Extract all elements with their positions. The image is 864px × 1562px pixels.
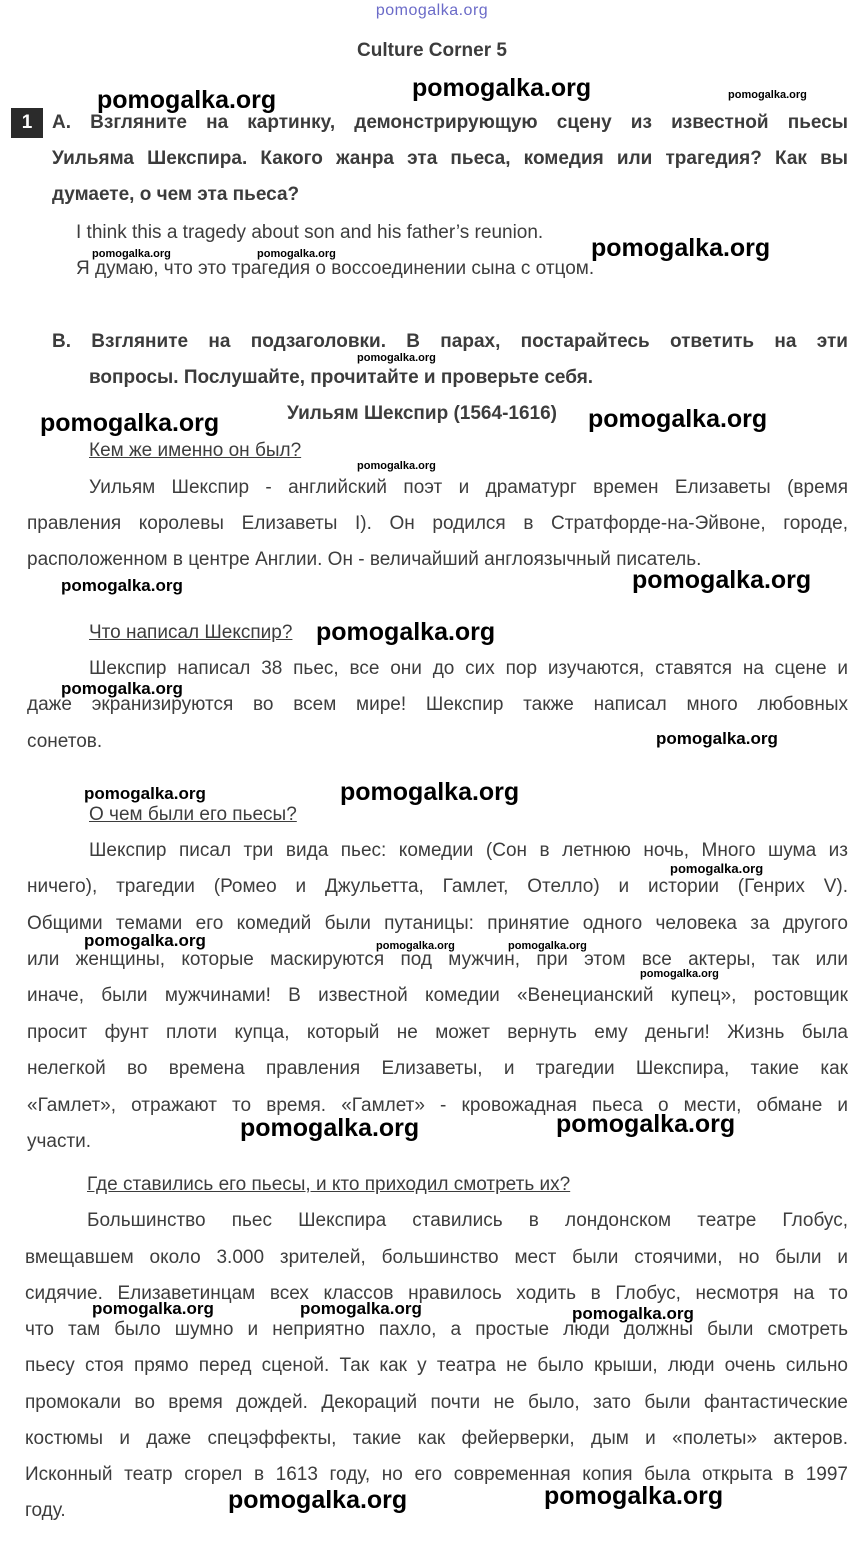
paragraph-line: просит фунт плоти купца, который не может вернуть ему деньги! Жизнь была: [27, 1022, 848, 1043]
watermark: pomogalka.org: [656, 729, 778, 748]
section-heading: О чем были его пьесы?: [89, 804, 297, 825]
paragraph-line: сидячие. Елизаветинцам всех классов нравилось ходить в Глобус, несмотря на то: [25, 1283, 848, 1304]
paragraph-line: костюмы и даже спецэффекты, такие как фейерверки, дым и «полеты» актеров.: [25, 1428, 848, 1449]
paragraph-line: Шекспир писал три вида пьес: комедии (Сон в летнюю ночь, Много шума из: [89, 840, 848, 861]
watermark: pomogalka.org: [61, 679, 183, 698]
watermark: pomogalka.org: [508, 940, 587, 952]
answer-russian: Я думаю, что это трагедия о воссоединении сына с отцом.: [76, 258, 595, 279]
watermark: pomogalka.org: [591, 234, 771, 262]
task-b-line: вопросы. Послушайте, прочитайте и проверьте себя.: [89, 367, 594, 388]
watermark: pomogalka.org: [357, 352, 436, 364]
task-a-line: Уильяма Шекспира. Какого жанра эта пьеса, комедия или трагедия? Как вы: [52, 148, 848, 169]
watermark: pomogalka.org: [376, 940, 455, 952]
watermark: pomogalka.org: [728, 89, 807, 101]
watermark: pomogalka.org: [632, 566, 812, 594]
section-heading: Где ставились его пьесы, и кто приходил смотреть их?: [87, 1174, 571, 1195]
paragraph-line: участи.: [27, 1131, 92, 1152]
watermark: pomogalka.org: [97, 86, 277, 114]
watermark: pomogalka.org: [228, 1486, 408, 1514]
watermark: pomogalka.org: [40, 409, 220, 437]
paragraph-line: правления королевы Елизаветы I). Он родился в Стратфорде-на-Эйвоне, городе,: [27, 513, 848, 534]
watermark: pomogalka.org: [670, 861, 764, 876]
site-link[interactable]: pomogalka.org: [375, 2, 489, 19]
watermark: pomogalka.org: [340, 778, 520, 806]
watermark: pomogalka.org: [61, 576, 183, 595]
exercise-number-badge: 1: [11, 108, 43, 138]
paragraph-line: Шекспир написал 38 пьес, все они до сих пор изучаются, ставятся на сцене и: [89, 658, 848, 679]
paragraph-line: или женщины, которые маскируются под мужчин, при этом все актеры, так или: [27, 949, 848, 970]
watermark: pomogalka.org: [92, 248, 171, 260]
watermark: pomogalka.org: [316, 618, 496, 646]
watermark: pomogalka.org: [240, 1114, 420, 1142]
watermark: pomogalka.org: [84, 931, 206, 950]
paragraph-line: расположенном в центре Англии. Он - величайший англоязычный писатель.: [27, 549, 702, 570]
paragraph-line: что там было шумно и неприятно пахло, а простые люди должны были смотреть: [25, 1319, 848, 1340]
paragraph-line: Уильям Шекспир - английский поэт и драматург времен Елизаветы (время: [89, 477, 848, 498]
watermark: pomogalka.org: [357, 460, 436, 472]
section-heading: Кем же именно он был?: [89, 440, 302, 461]
paragraph-line: Исконный театр сгорел в 1613 году, но его современная копия была открыта в 1997: [25, 1464, 848, 1485]
watermark: pomogalka.org: [300, 1299, 422, 1318]
watermark: pomogalka.org: [572, 1304, 694, 1323]
paragraph-line: даже экранизируются во всем мире! Шекспир также написал много любовных: [27, 694, 848, 715]
paragraph-line: иначе, были мужчинами! В известной комедии «Венецианский купец», ростовщик: [27, 985, 848, 1006]
page-title: Culture Corner 5: [357, 40, 507, 61]
paragraph-line: промокали во время дождей. Декораций почти не было, зато были фантастические: [25, 1392, 848, 1413]
paragraph-line: нелегкой во времена правления Елизаветы, и трагедии Шекспира, такие как: [27, 1058, 848, 1079]
watermark: pomogalka.org: [588, 405, 768, 433]
paragraph-line: Большинство пьес Шекспира ставились в лондонском театре Глобус,: [87, 1210, 848, 1231]
paragraph-line: Общими темами его комедий были путаницы: принятие одного человека за другого: [27, 913, 848, 934]
watermark: pomogalka.org: [257, 248, 336, 260]
article-title: Уильям Шекспир (1564-1616): [287, 403, 557, 424]
watermark: pomogalka.org: [92, 1299, 214, 1318]
paragraph-line: «Гамлет», отражают то время. «Гамлет» - кровожадная пьеса о мести, обмане и: [27, 1095, 848, 1116]
paragraph-line: пьесу стоя прямо перед сценой. Так как у театра не было крыши, люди очень сильно: [25, 1355, 848, 1376]
watermark: pomogalka.org: [544, 1482, 724, 1510]
paragraph-line: году.: [25, 1500, 66, 1521]
section-heading: Что написал Шекспир?: [89, 622, 293, 643]
paragraph-line: сонетов.: [27, 731, 103, 752]
task-b-line: B. Взгляните на подзаголовки. В парах, постарайтесь ответить на эти: [52, 331, 848, 352]
watermark: pomogalka.org: [640, 968, 719, 980]
answer-english: I think this a tragedy about son and his father’s reunion.: [76, 222, 544, 243]
watermark: pomogalka.org: [84, 784, 206, 803]
paragraph-line: вмещавшем около 3.000 зрителей, большинство мест были стоячими, но были и: [25, 1247, 848, 1268]
watermark: pomogalka.org: [556, 1110, 736, 1138]
paragraph-line: ничего), трагедии (Ромео и Джульетта, Гамлет, Отелло) и истории (Генрих V).: [27, 876, 848, 897]
task-a-line: думаете, о чем эта пьеса?: [52, 184, 300, 205]
watermark: pomogalka.org: [412, 74, 592, 102]
task-a-line: A. Взгляните на картинку, демонстрирующую сцену из известной пьесы: [52, 112, 848, 133]
